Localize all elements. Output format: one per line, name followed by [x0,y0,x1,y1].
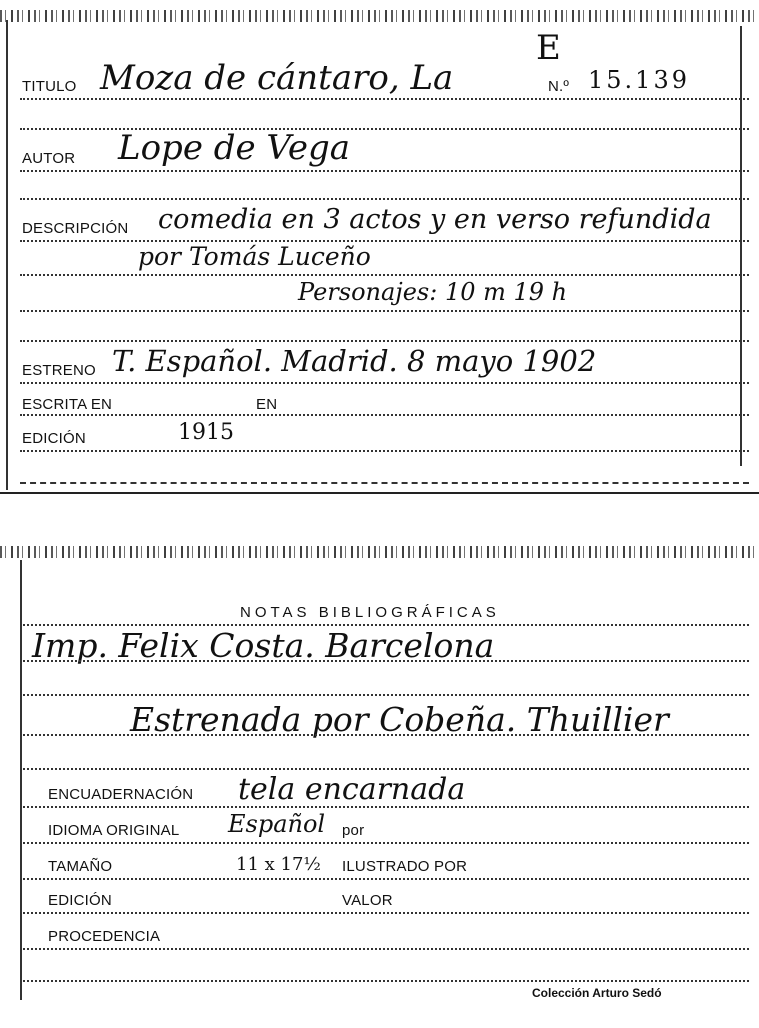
card-right-border [740,26,742,466]
rule-descripcion-2 [20,274,749,276]
encuadernacion-label: ENCUADERNACIÓN [48,786,194,803]
rule-titulo [20,98,749,100]
descripcion-line-3: Personajes: 10 m 19 h [298,278,568,306]
idioma-value: Español [228,810,326,838]
estreno-label: ESTRENO [22,362,96,379]
nota-line-1: Imp. Felix Costa. Barcelona [32,626,495,665]
autor-value: Lope de Vega [118,128,351,168]
rule-estreno [20,382,749,384]
autor-label: AUTOR [22,150,76,167]
ilustrado-label: ILUSTRADO POR [342,858,468,875]
escrita-en-label: ESCRITA EN [22,396,113,413]
edicion-value: 1915 [178,420,234,445]
rule-edicion [20,450,749,452]
valor-label: VALOR [342,892,393,909]
rule-bottom [20,482,749,484]
letter-mark: E [536,28,561,68]
rule-notas-4 [20,768,749,770]
rule-idioma [20,842,749,844]
numero-value: 15.139 [588,66,690,94]
card-bottom-left-border [20,560,22,1000]
tamano-label: TAMAÑO [48,858,113,875]
bottom-edicion-label: EDICIÓN [48,892,112,909]
collection-credit: Colección Arturo Sedó [532,986,662,1000]
rule-escrita [20,414,749,416]
rule-autor [20,170,749,172]
procedencia-label: PROCEDENCIA [48,928,161,945]
descripcion-line-2: por Tomás Luceño [138,242,371,271]
rule-tamano [20,878,749,880]
rule-blank-2 [20,198,749,200]
tamano-value: 11 x 17½ [236,854,321,875]
encuadernacion-value: tela encarnada [238,772,466,807]
card-top-edge [0,10,759,22]
notas-heading: NOTAS BIBLIOGRÁFICAS [240,604,500,621]
card-bottom-edge [0,546,759,558]
rule-notas-3 [20,734,749,736]
rule-notas-1 [20,660,749,662]
rule-bottom-final [20,980,749,982]
catalog-card-top [0,0,759,500]
descripcion-line-1: comedia en 3 actos y en verso refundida [158,204,712,235]
card-separator [0,492,759,494]
edicion-label: EDICIÓN [22,430,86,447]
en-label: EN [256,396,278,413]
idioma-label: IDIOMA ORIGINAL [48,822,180,839]
nota-line-2: Estrenada por Cobeña. Thuillier [130,700,669,739]
titulo-label: TITULO [22,78,77,95]
rule-blank-3 [20,340,749,342]
card-left-border [6,20,8,490]
rule-descripcion-1 [20,240,749,242]
rule-descripcion-3 [20,310,749,312]
rule-procedencia [20,948,749,950]
descripcion-label: DESCRIPCIÓN [22,220,129,237]
numero-label: N.º [548,78,570,95]
rule-edicion-bottom [20,912,749,914]
titulo-value: Moza de cántaro, La [100,58,454,98]
rule-encuadernacion [20,806,749,808]
estreno-value: T. Español. Madrid. 8 mayo 1902 [112,344,597,378]
rule-notas-2 [20,694,749,696]
por-label: por [342,822,365,839]
catalog-card-bottom [0,540,759,1028]
